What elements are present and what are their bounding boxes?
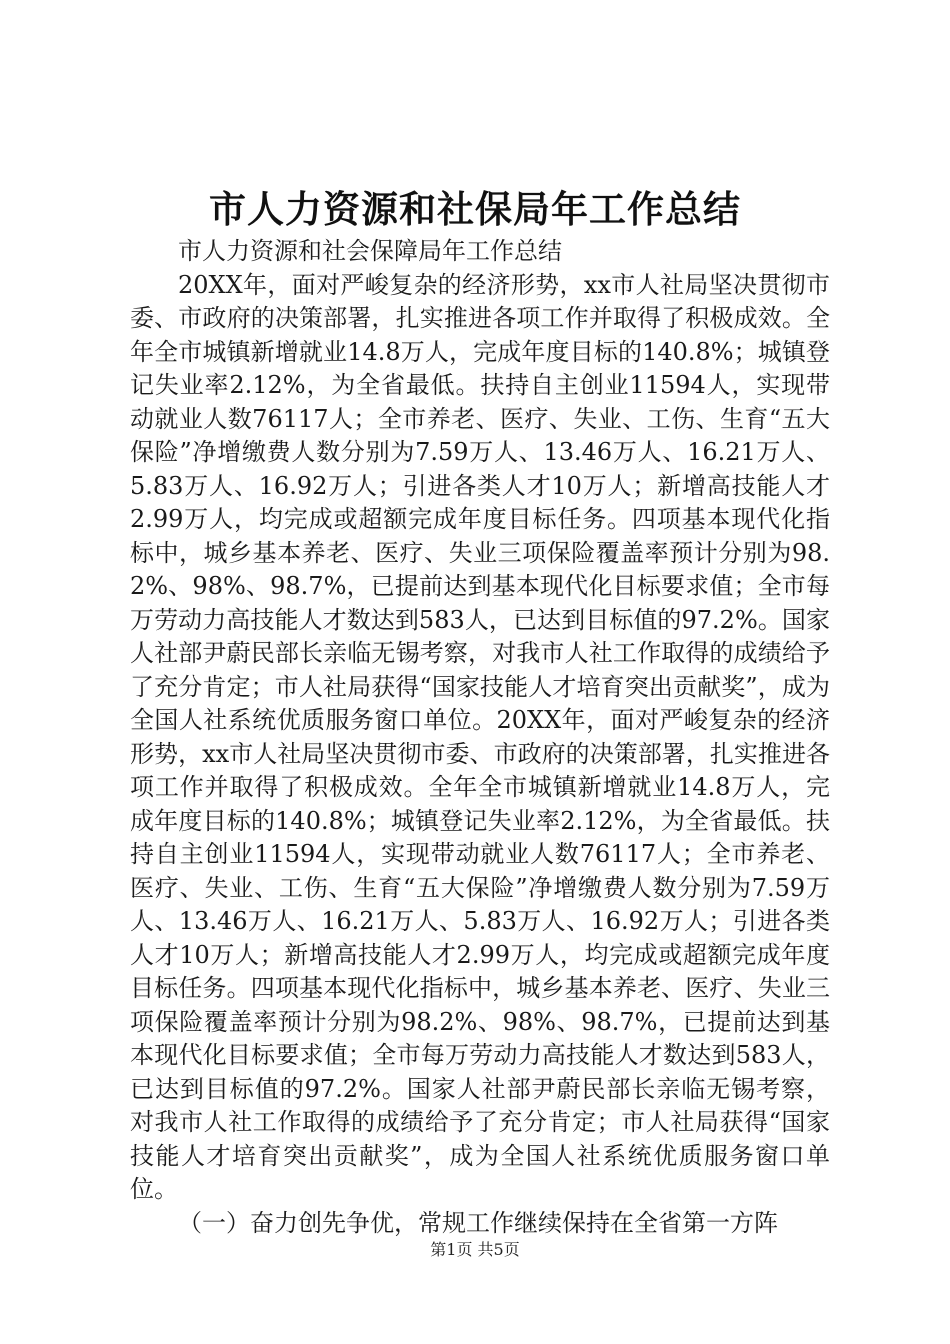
- body-paragraph: 20XX年，面对严峻复杂的经济形势，xx市人社局坚决贯彻市委、市政府的决策部署，扎实推进各项工作并取得了积极成效。全年全市城镇新增就业14.8万人，完成年度目标的140.8%；城镇登记失业率2.12%，为全省最低。扶持自主创业11594人，实现带动就业人数76117人；全市养老、医疗、失业、工伤、生育“五大保险”净增缴费人数分别为7.59万人、13.46万人、16.21万人、5.83万人、16.92万人；引进各类人才10万人；新增高技能人才2.99万人，均完成或超额完成年度目标任务。四项基本现代化指标中，城乡基本养老、医疗、失业三项保险覆盖率预计分别为98.2%、98%、98.7%，已提前达到基本现代化目标要求值；全市每万劳动力高技能人才数达到583人，已达到目标值的97.2%。国家人社部尹蔚民部长亲临无锡考察，对我市人社工作取得的成绩给予了充分肯定；市人社局获得“国家技能人才培育突出贡献奖”，成为全国人社系统优质服务窗口单位。20XX年，面对严峻复杂的经济形势，xx市人社局坚决贯彻市委、市政府的决策部署，扎实推进各项工作并取得了积极成效。全年全市城镇新增就业14.8万人，完成年度目标的140.8%；城镇登记失业率2.12%，为全省最低。扶持自主创业11594人，实现带动就业人数76117人；全市养老、医疗、失业、工伤、生育“五大保险”净增缴费人数分别为7.59万人、13.46万人、16.21万人、5.83万人、16.92万人；引进各类人才10万人；新增高技能人才2.99万人，均完成或超额完成年度目标任务。四项基本现代化指标中，城乡基本养老、医疗、失业三项保险覆盖率预计分别为98.2%、98%、98.7%，已提前达到基本现代化目标要求值；全市每万劳动力高技能人才数达到583人，已达到目标值的97.2%。国家人社部尹蔚民部长亲临无锡考察，对我市人社工作取得的成绩给予了充分肯定；市人社局获得“国家技能人才培育突出贡献奖”，成为全国人社系统优质服务窗口单位。: [130, 270, 830, 1203]
- page-footer: 第1页 共5页: [430, 1240, 520, 1259]
- document-body: [130, 235, 830, 1240]
- subtitle-paragraph: 市人力资源和社会保障局年工作总结: [178, 237, 562, 265]
- document-title: 市人力资源和社保局年工作总结: [209, 187, 741, 231]
- section-heading-paragraph: （一）奋力创先争优，常规工作继续保持在全省第一方阵: [178, 1208, 778, 1237]
